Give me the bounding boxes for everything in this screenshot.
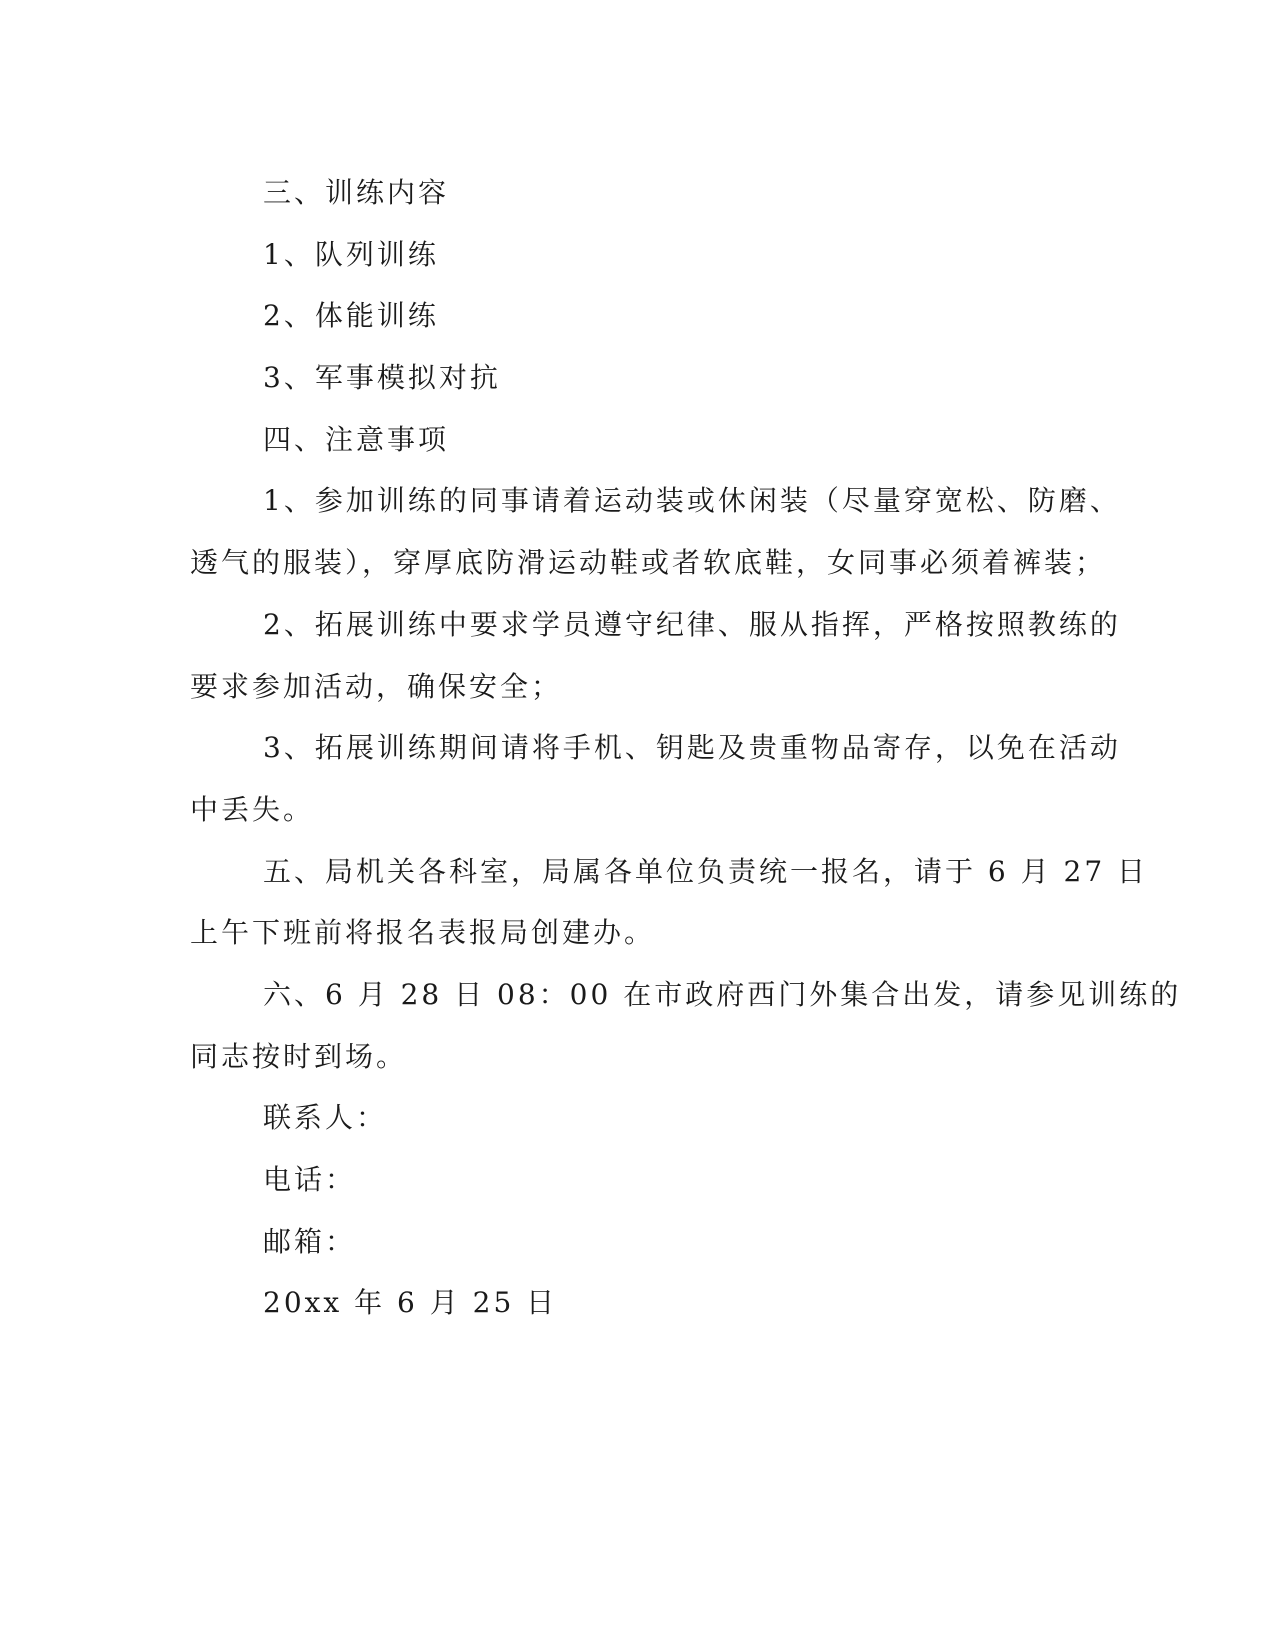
paragraph-line: 五、局机关各科室，局属各单位负责统一报名，请于 6 月 27 日 (263, 854, 1149, 888)
list-item: 1、队列训练 (263, 237, 439, 271)
section-heading-notes: 四、注意事项 (263, 422, 450, 456)
list-item: 2、体能训练 (263, 299, 439, 333)
paragraph-line: 3、拓展训练期间请将手机、钥匙及贵重物品寄存，以免在活动 (263, 731, 1121, 765)
document-date: 20xx 年 6 月 25 日 (263, 1286, 558, 1320)
paragraph-line: 六、6 月 28 日 08：00 在市政府西门外集合出发，请参见训练的 (263, 977, 1182, 1011)
paragraph-line: 同志按时到场。 (190, 1039, 408, 1073)
email-label: 邮箱： (263, 1224, 357, 1258)
phone-label: 电话： (263, 1163, 357, 1196)
paragraph-line: 1、参加训练的同事请着运动装或休闲装（尽量穿宽松、防磨、 (263, 484, 1121, 518)
document-body (190, 162, 1182, 1334)
list-item: 3、军事模拟对抗 (263, 361, 501, 395)
contact-person-label: 联系人： (263, 1101, 388, 1135)
paragraph-line: 透气的服装），穿厚底防滑运动鞋或者软底鞋，女同事必须着裤装； (190, 546, 1107, 580)
section-heading-training-content: 三、训练内容 (263, 176, 450, 209)
paragraph-line: 要求参加活动，确保安全； (190, 669, 563, 703)
paragraph-line: 上午下班前将报名表报局创建办。 (190, 916, 656, 950)
paragraph-line: 2、拓展训练中要求学员遵守纪律、服从指挥，严格按照教练的 (263, 607, 1121, 641)
paragraph-line: 中丢失。 (190, 792, 315, 826)
